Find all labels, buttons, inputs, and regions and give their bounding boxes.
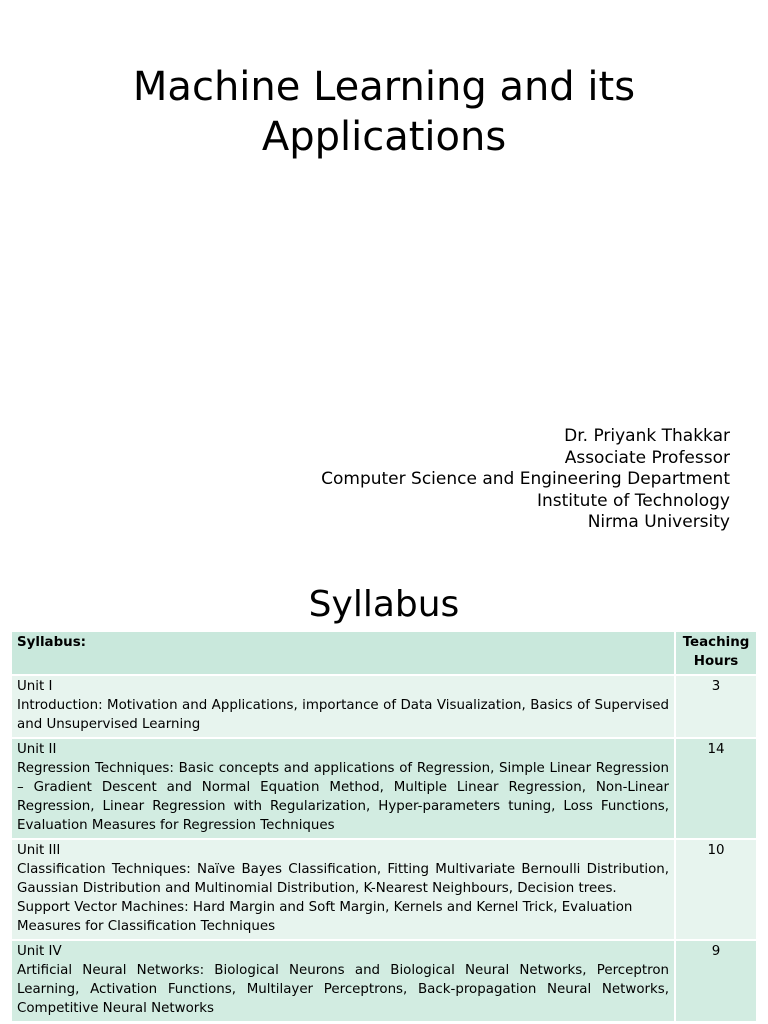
unit-label: Unit III xyxy=(17,843,61,858)
table-header-row xyxy=(11,631,757,675)
unit-description: Regression Techniques: Basic concepts and applications of Regression, Simple Linear Regression – Gradient Descent and Normal Equation Method, Multiple Linear Regression, Non-Linear Regression, Linear Regression with Regularization, Hyper-parameters tuning, Loss Functions, Evaluation Measures for Regression Techniques xyxy=(17,761,670,833)
syllabus-title: Syllabus xyxy=(308,584,460,625)
hours-cell: 3 xyxy=(675,675,757,738)
unit-cell xyxy=(11,738,675,839)
table-row xyxy=(11,738,757,839)
title-line-1: Machine Learning and its xyxy=(132,64,636,110)
table-row xyxy=(11,675,757,738)
header-teaching-hours: Teaching Hours xyxy=(675,631,757,675)
author-name: Dr. Priyank Thakkar xyxy=(564,426,730,446)
unit-label: Unit IV xyxy=(17,944,62,959)
author-department: Computer Science and Engineering Department xyxy=(321,469,730,489)
unit-description: Introduction: Motivation and Applications, importance of Data Visualization, Basics of Supervised and Unsupervised Learning xyxy=(17,698,670,732)
author-block xyxy=(321,426,730,534)
unit-label: Unit I xyxy=(17,679,53,694)
author-institute: Institute of Technology xyxy=(536,490,730,511)
syllabus-table xyxy=(10,630,758,1023)
unit-cell xyxy=(11,675,675,738)
unit-cell xyxy=(11,839,675,940)
unit-cell xyxy=(11,940,675,1022)
hours-cell: 9 xyxy=(675,940,757,1022)
unit-label: Unit II xyxy=(17,742,57,757)
table-row xyxy=(11,940,757,1022)
unit-description: Classification Techniques: Naïve Bayes Classification, Fitting Multivariate Bernoulli Distribution, Gaussian Distribution and Multinomial Distribution, K-Nearest Neighbours, Decision trees. xyxy=(17,862,670,896)
unit-description-2: Support Vector Machines: Hard Margin and Soft Margin, Kernels and Kernel Trick, Evaluation Measures for Classification Techniques xyxy=(17,900,633,934)
slide-title xyxy=(0,62,768,162)
author-position: Associate Professor xyxy=(564,447,730,468)
hours-cell: 14 xyxy=(675,738,757,839)
title-line-2: Applications xyxy=(261,114,507,160)
header-syllabus: Syllabus: xyxy=(11,631,675,675)
syllabus-slide xyxy=(0,578,768,1024)
hours-cell: 10 xyxy=(675,839,757,940)
table-row xyxy=(11,839,757,940)
unit-description: Artificial Neural Networks: Biological Neurons and Biological Neural Networks, Perceptron Learning, Activation Functions, Multilayer Perceptrons, Back-propagation Neural Networks, Competitive Neural Networks xyxy=(17,963,670,1016)
author-university: Nirma University xyxy=(587,512,730,532)
